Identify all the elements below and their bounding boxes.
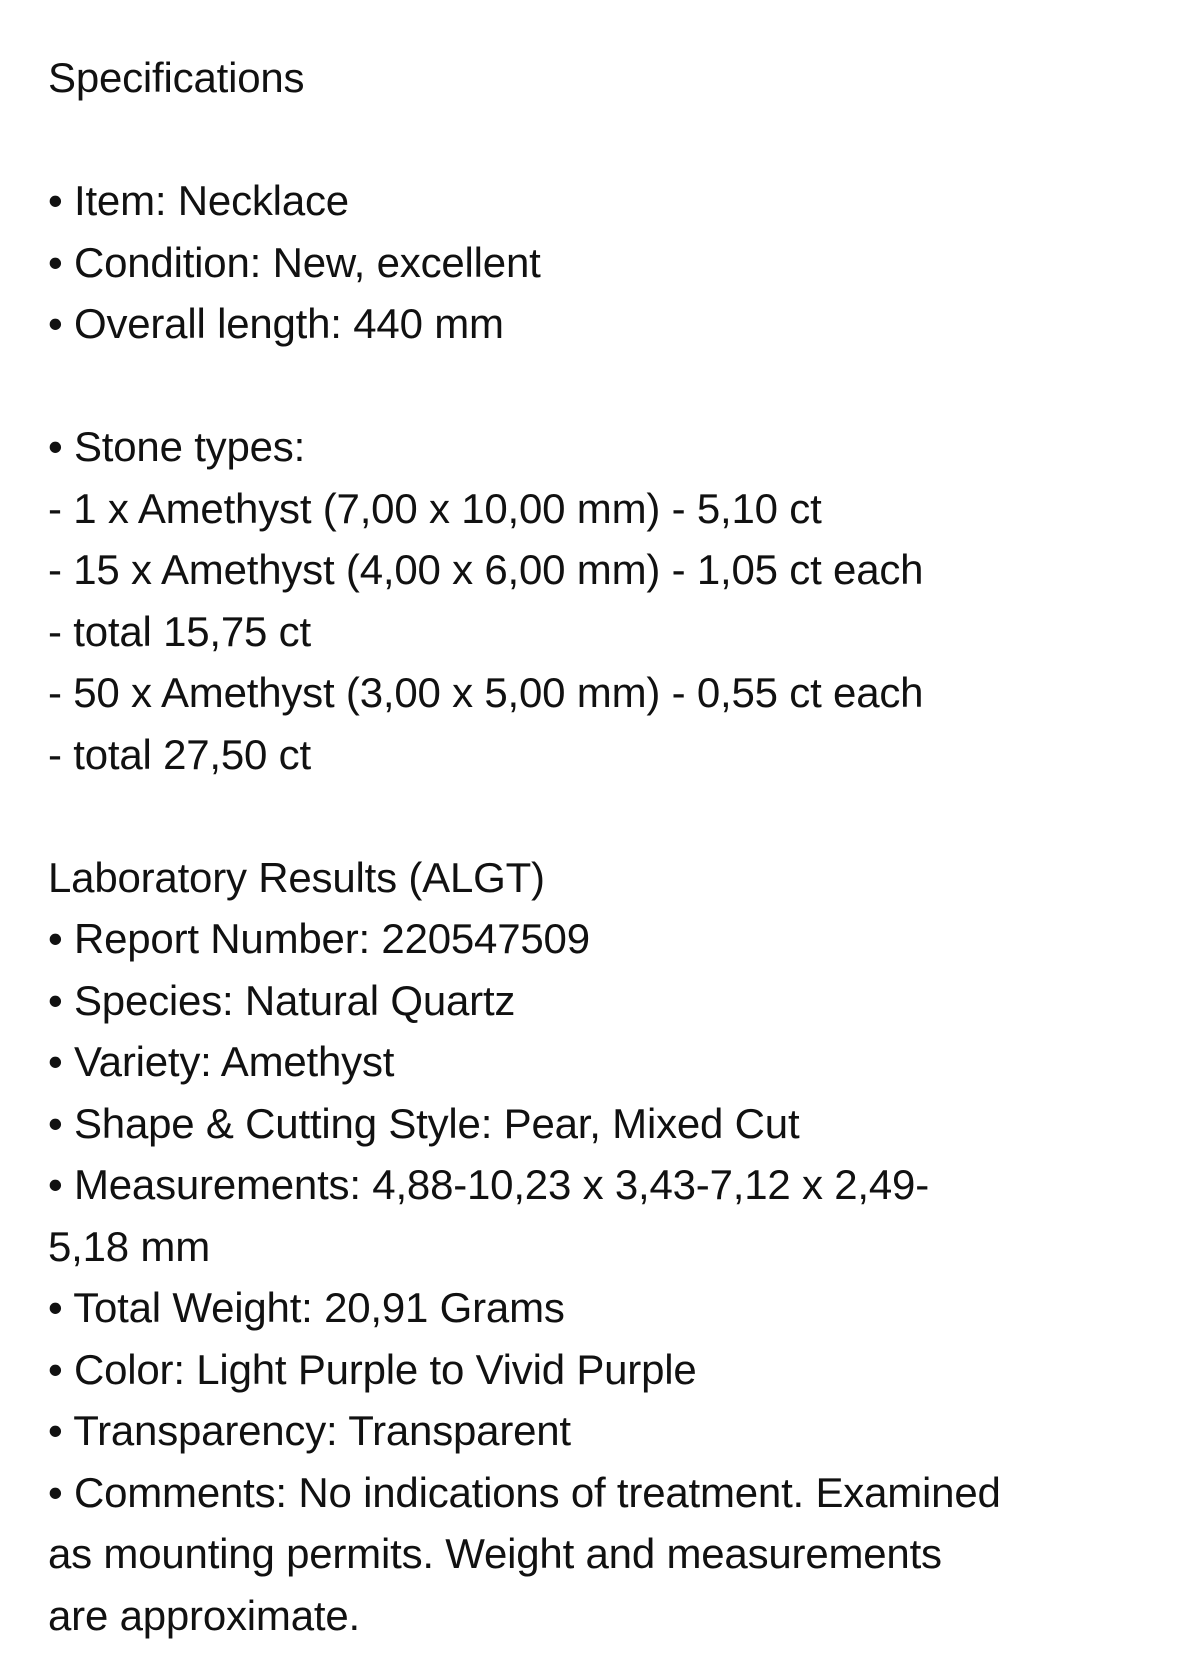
- lab-comments: • Comments: No indications of treatment. Examined as mounting permits. Weight and measurements are approximate.: [48, 1468, 1001, 1639]
- lab-measurements: • Measurements: 4,88-10,23 x 3,43-7,12 x 2,49-5,18 mm: [48, 1161, 930, 1270]
- lab-color: • Color: Light Purple to Vivid Purple: [48, 1345, 697, 1393]
- lab-report-number: • Report Number: 220547509: [48, 915, 590, 962]
- stone-line: - 1 x Amethyst (7,00 x 10,00 mm) - 5,10 ct: [48, 484, 822, 532]
- stone-line: - 50 x Amethyst (3,00 x 5,00 mm) - 0,55 ct each: [48, 669, 924, 716]
- specifications-text-block: [48, 47, 1168, 1646]
- stone-line: - total 27,50 ct: [48, 730, 311, 778]
- lab-shape-cut: • Shape & Cutting Style: Pear, Mixed Cut: [48, 1099, 800, 1147]
- stone-line: - 15 x Amethyst (4,00 x 6,00 mm) - 1,05 ct each: [48, 546, 924, 593]
- spacer: [48, 355, 1168, 417]
- lab-transparency: • Transparency: Transparent: [48, 1407, 571, 1454]
- spec-length: • Overall length: 440 mm: [48, 300, 504, 347]
- spacer: [48, 785, 1168, 847]
- specifications-heading: Specifications: [48, 54, 305, 101]
- stone-line: - total 15,75 ct: [48, 607, 311, 655]
- spec-condition: • Condition: New, excellent: [48, 238, 541, 286]
- lab-species: • Species: Natural Quartz: [48, 976, 516, 1024]
- lab-total-weight: • Total Weight: 20,91 Grams: [48, 1284, 565, 1331]
- lab-results-heading: Laboratory Results (ALGT): [48, 853, 545, 901]
- spec-item: • Item: Necklace: [48, 177, 349, 224]
- stone-types-label: • Stone types:: [48, 423, 306, 470]
- spacer: [48, 109, 1168, 171]
- lab-variety: • Variety: Amethyst: [48, 1038, 395, 1085]
